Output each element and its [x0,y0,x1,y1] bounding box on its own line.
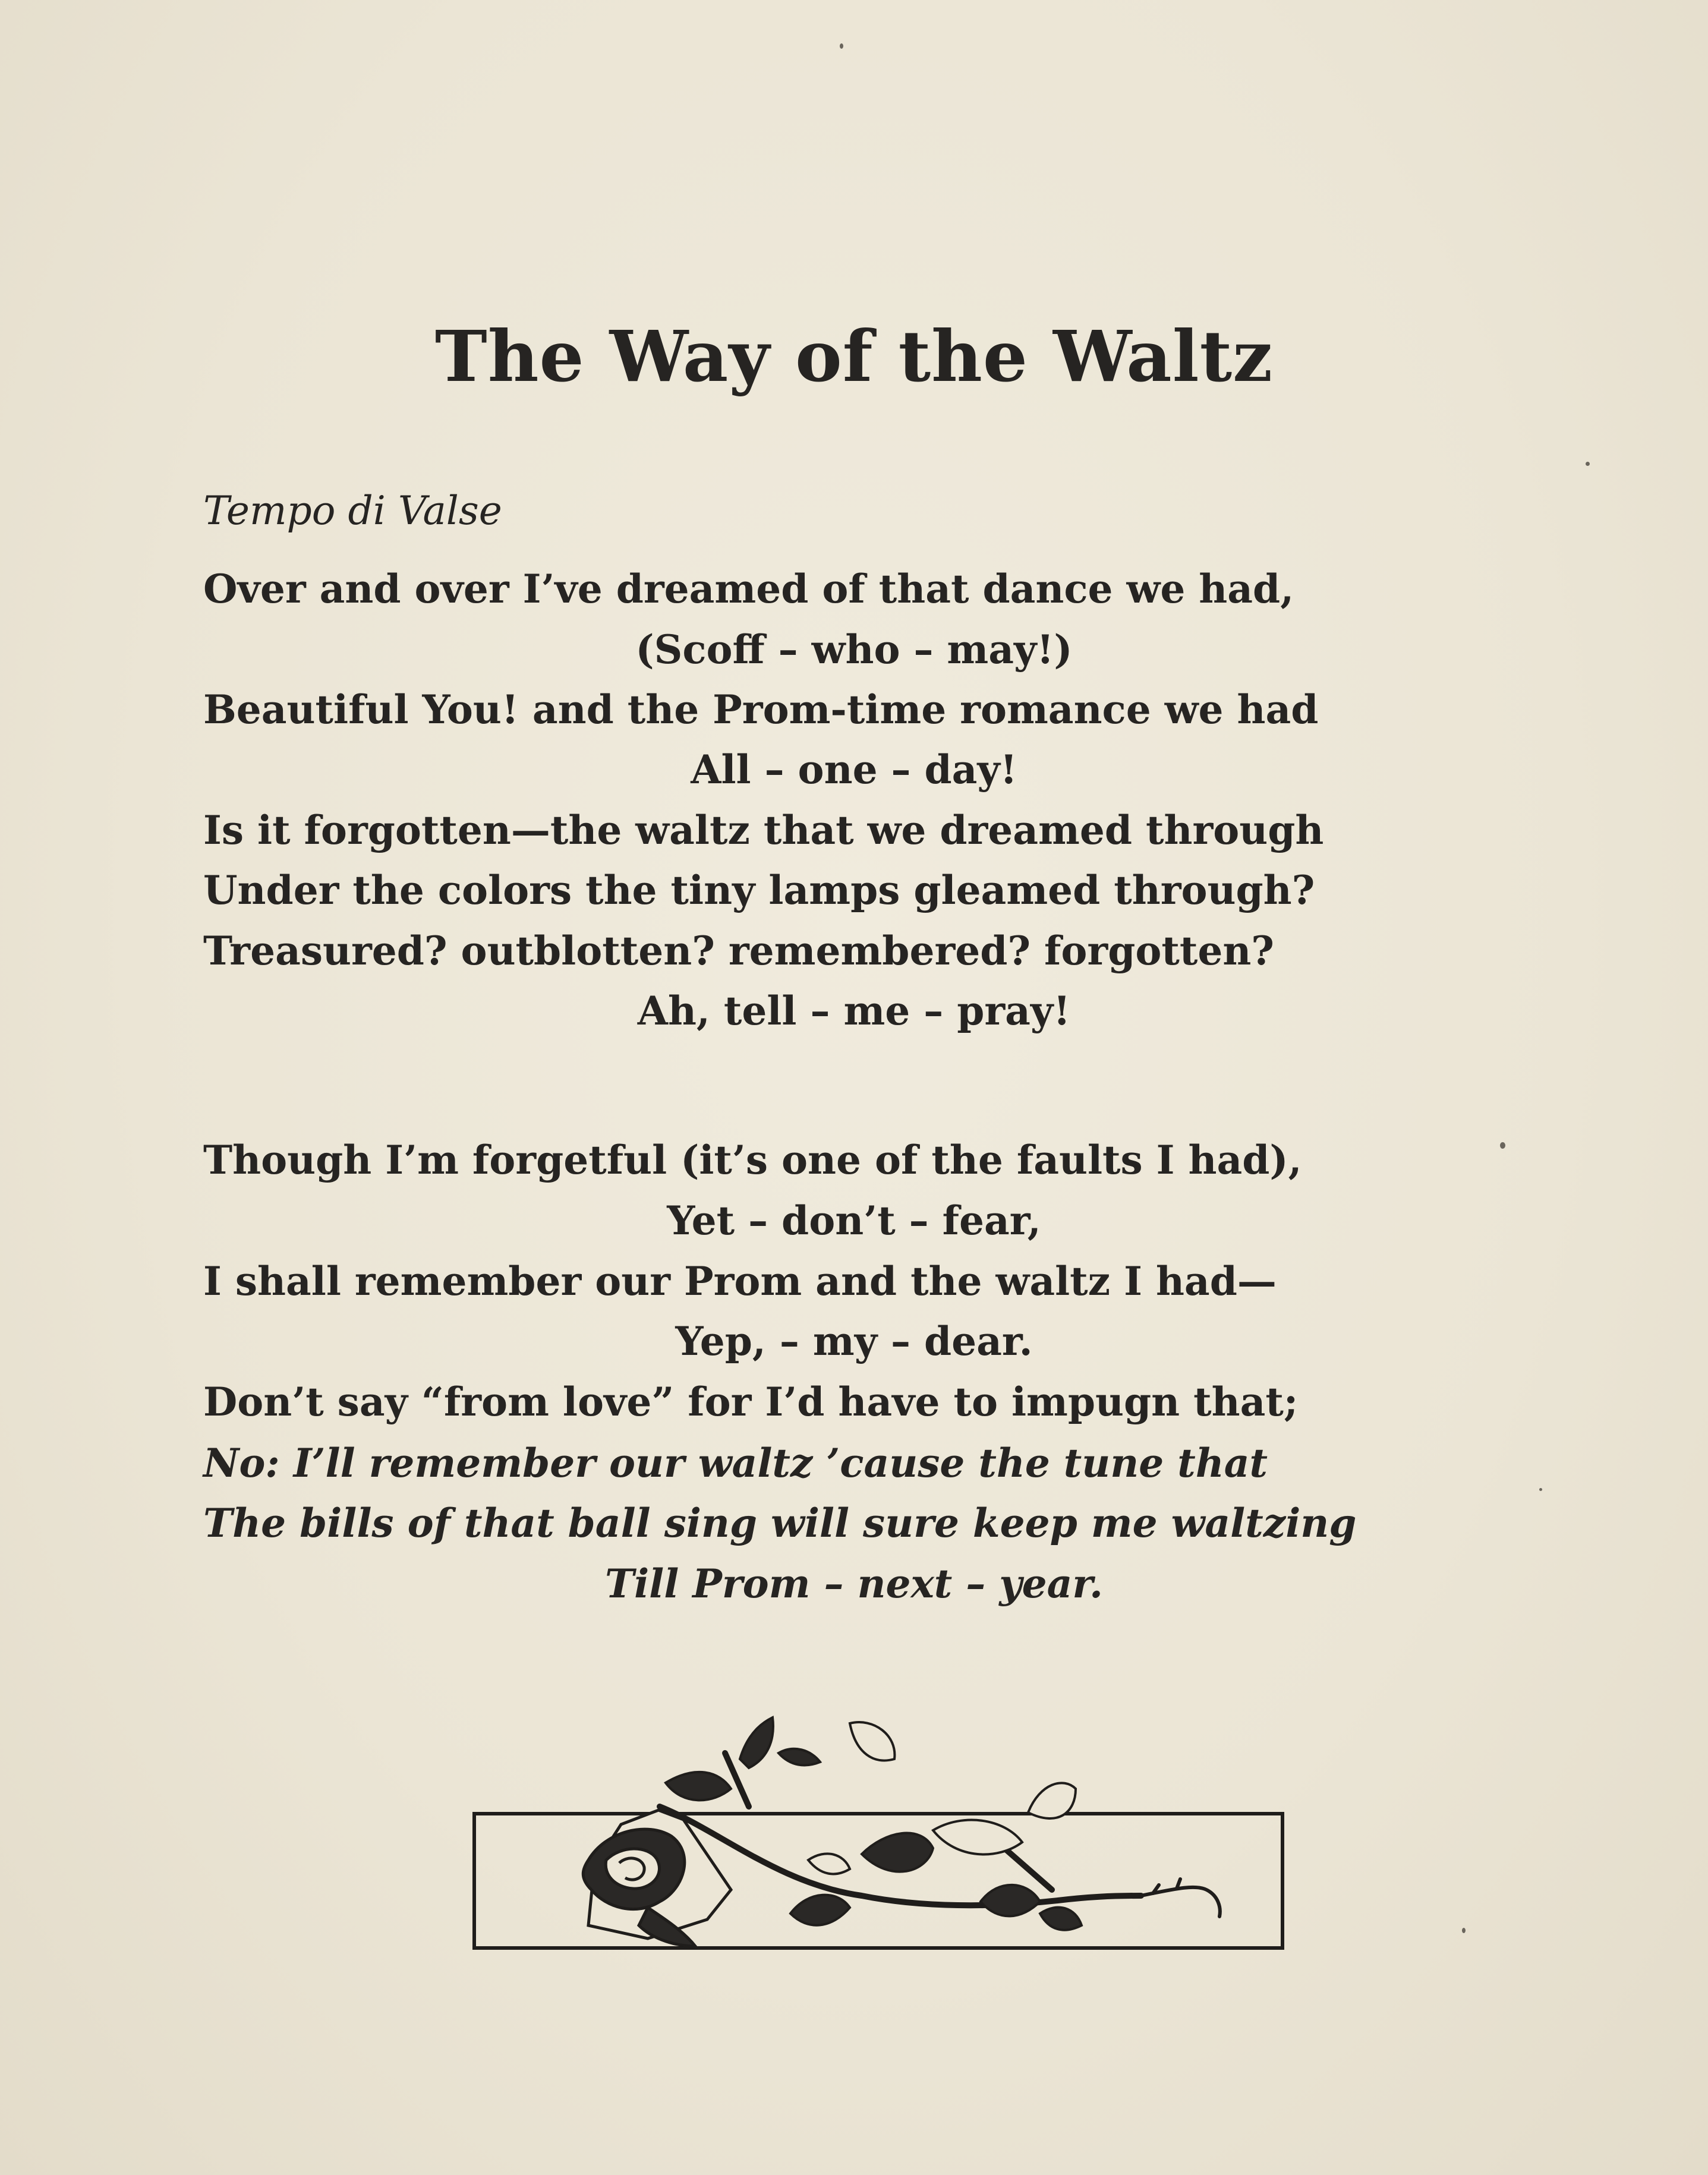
poem-line: The bills of that ball sing will sure keep me waltzing [203,1500,1357,1546]
poem-refrain-line: (Scoff – who – may!) [635,626,1073,673]
poem-line: Though I’m forgetful (it’s one of the faults I had), [203,1137,1302,1183]
poem-line: Don’t say “from love” for I’d have to impugn that; [203,1379,1299,1425]
paper-speck [1462,1928,1466,1933]
poem-refrain-line: Yep, – my – dear. [675,1318,1033,1364]
tempo-marking: Tempo di Valse [203,488,502,534]
paper-speck [1500,1142,1505,1149]
poem-refrain-line: Ah, tell – me – pray! [637,988,1071,1034]
poem-line: Over and over I’ve dreamed of that dance we had, [203,566,1294,612]
rose-vignette-icon [469,1711,1290,1961]
paper-speck [840,43,843,49]
poem-refrain-line: All – one – day! [691,746,1017,793]
poem-line: No: I’ll remember our waltz ’cause the tune that [203,1440,1268,1486]
poem-line: Beautiful You! and the Prom-time romance we had [203,686,1319,733]
paper-speck [1539,1488,1542,1491]
poem-title: The Way of the Waltz [434,315,1274,398]
poem-line: I shall remember our Prom and the waltz I had— [203,1258,1277,1304]
poem-refrain-line: Till Prom – next – year. [604,1561,1104,1607]
poem-line: Under the colors the tiny lamps gleamed through? [203,867,1315,913]
poem-refrain-line: Yet – don’t – fear, [667,1197,1041,1244]
poem-line: Treasured? outblotten? remembered? forgotten? [203,928,1274,974]
paper-speck [1586,462,1590,466]
poem-line: Is it forgotten—the waltz that we dreamed through [203,807,1324,853]
